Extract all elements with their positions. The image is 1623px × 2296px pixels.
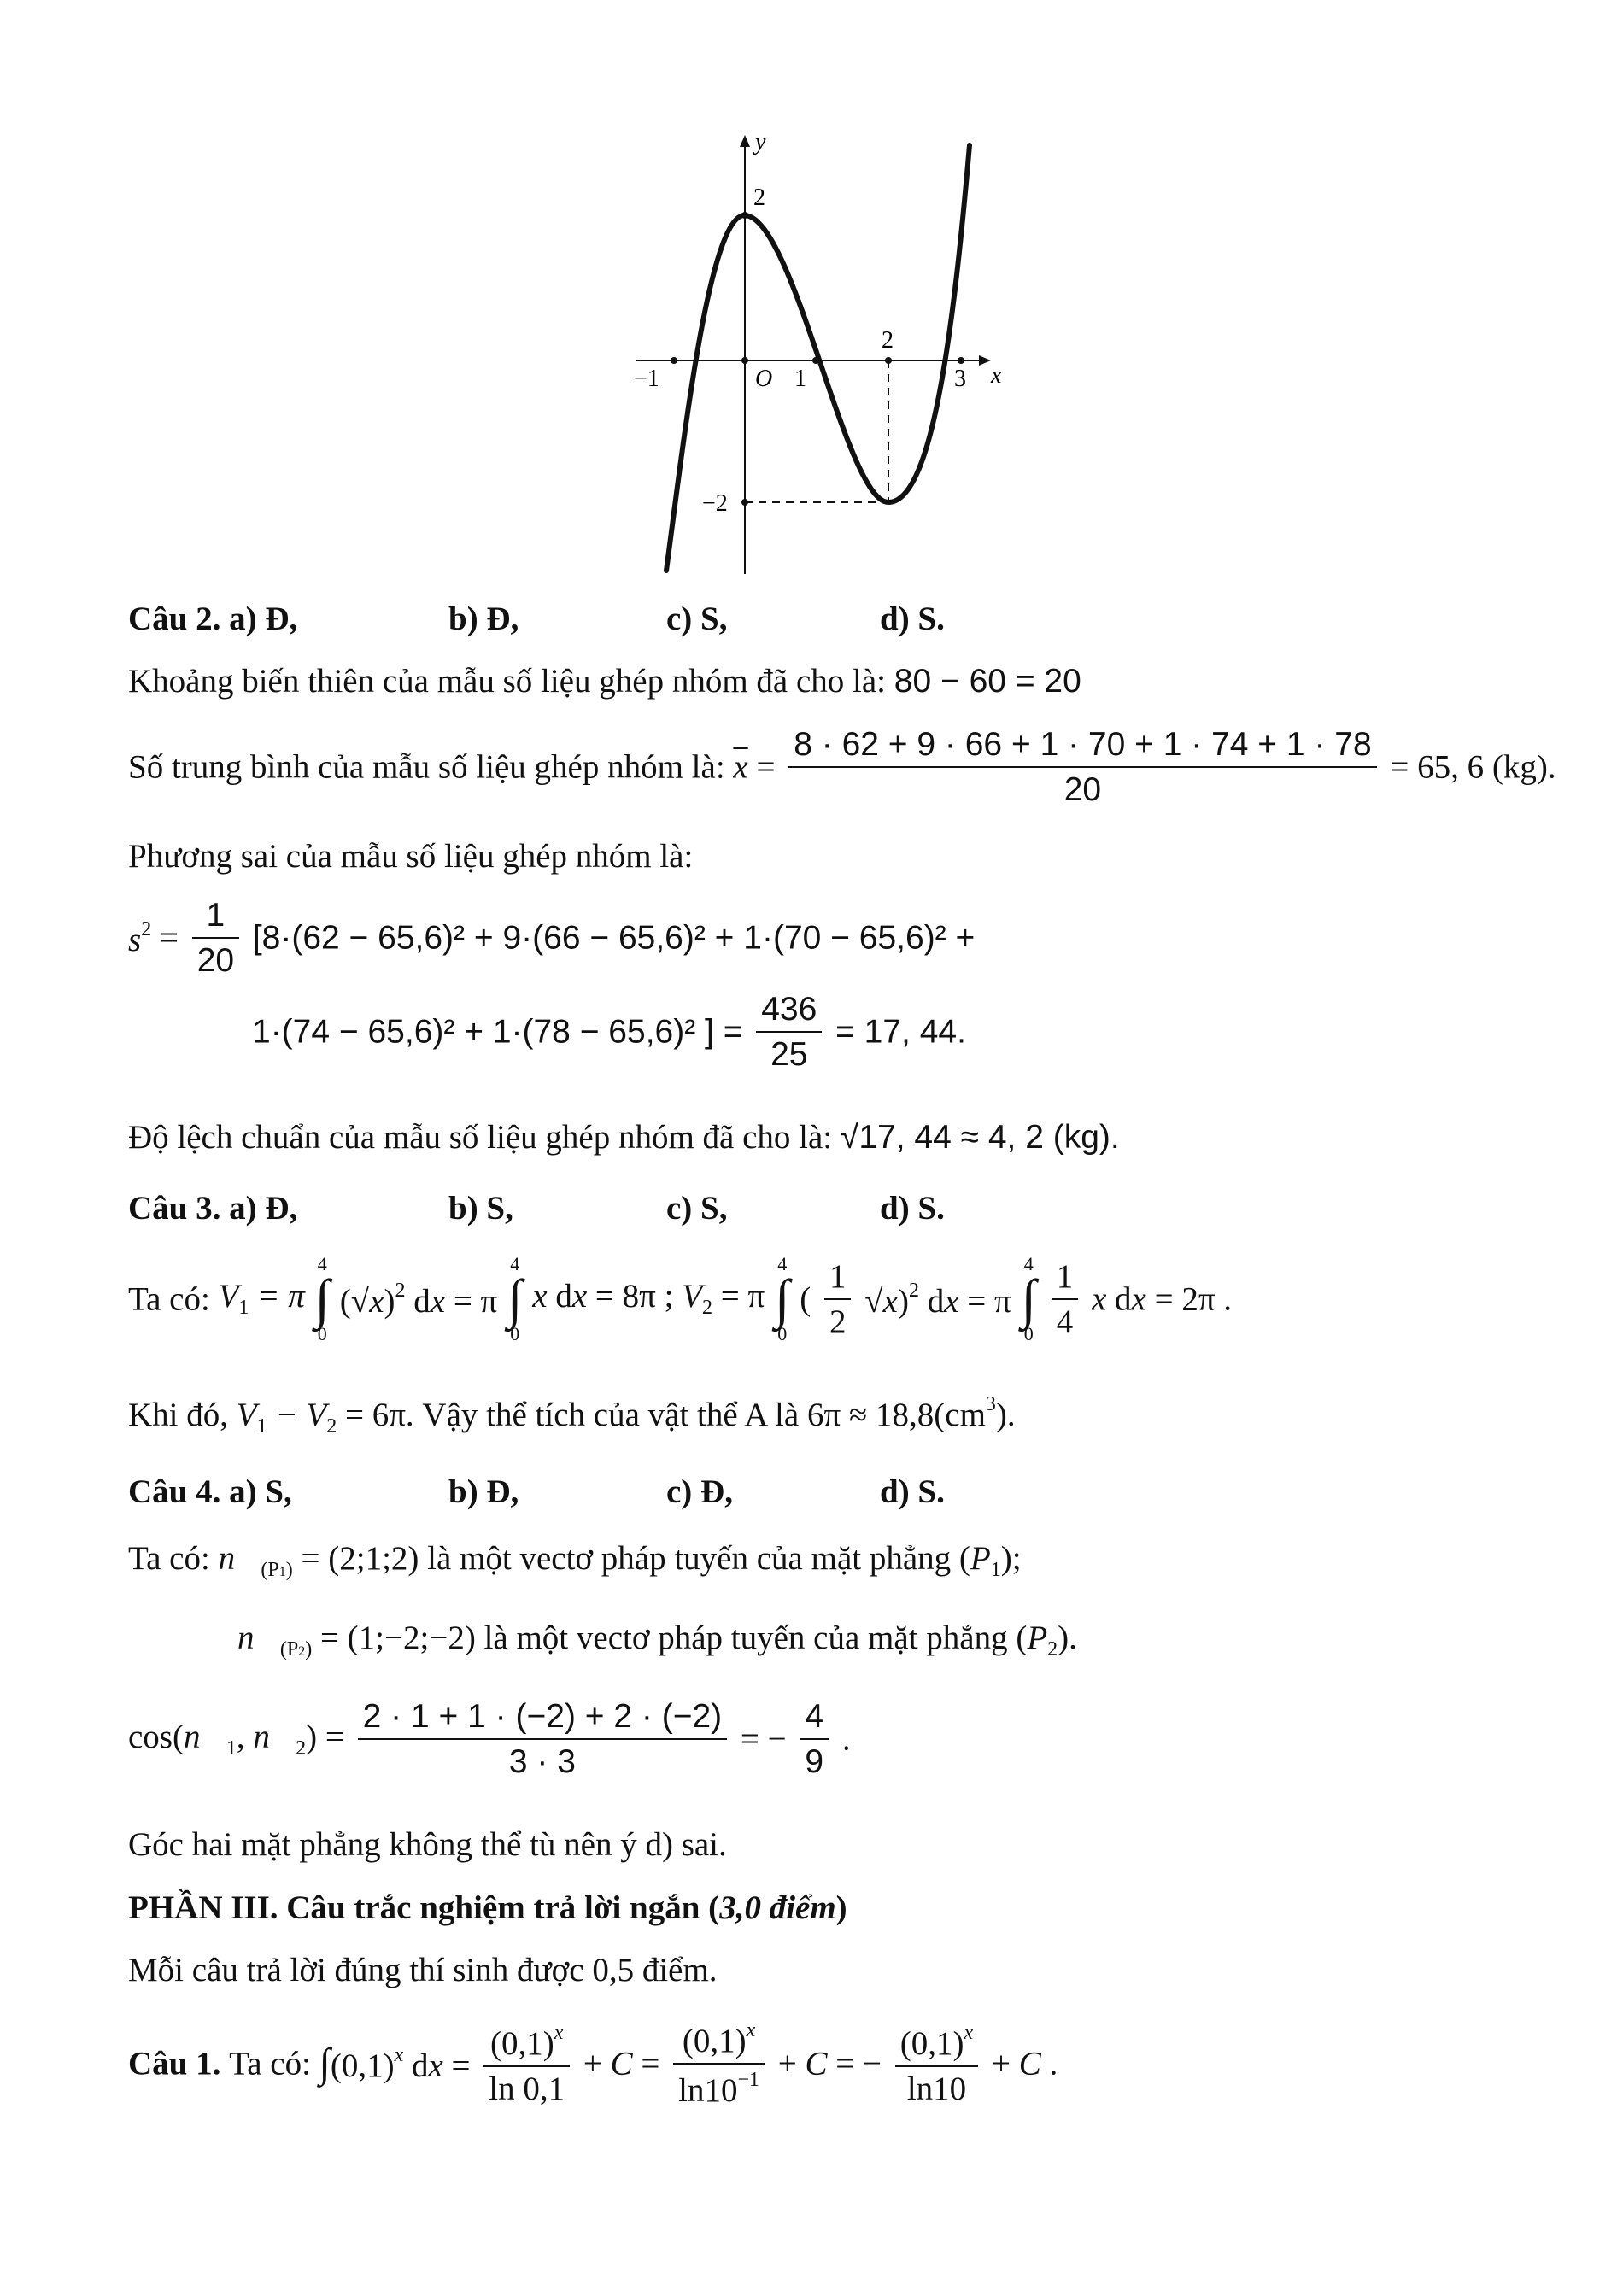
q4-n2-line	[237, 1621, 1077, 1660]
q3-expr-2: x dx = 8π ; $V_2 = \pi$	[532, 1278, 765, 1320]
q3-expr-4: √x)$^2$ dx = π	[864, 1279, 1011, 1320]
q4-cos-frac	[358, 1700, 728, 1778]
tick-label-3: 3	[954, 366, 966, 392]
q4-cos-num: 2 · 1 + 1 · (−2) + 2 · (−2)	[362, 1698, 723, 1735]
q2-range-text: Khoảng biến thiên của mẫu số liệu ghép nhóm đã cho là:	[128, 663, 887, 700]
q2-mean-den: 20	[788, 766, 1376, 806]
q2-range-expr: 80 − 60 = 20	[894, 663, 1081, 700]
point-origin	[741, 357, 748, 364]
q3-integral-4: 4 ∫ 0	[1021, 1253, 1036, 1344]
part3-title-end: )	[835, 1889, 847, 1926]
q3-expr-5: x dx = 2π .	[1091, 1280, 1233, 1318]
q3-integral-1: 4 ∫ 0	[314, 1253, 331, 1344]
tick-label-neg1: −1	[634, 366, 659, 392]
q2-answer-b: b) Đ,	[448, 600, 519, 637]
q3-quarter-frac: $\frac{1}{4}$	[1052, 1260, 1079, 1338]
q2-answer-d: d) S.	[880, 600, 945, 637]
q2-var-line1	[128, 899, 975, 977]
q2-head: Câu 2. a) Đ,	[128, 600, 298, 637]
q4-answer-c: c) Đ,	[666, 1473, 733, 1510]
q2-var-frac-num: 1	[206, 897, 226, 934]
q2-sd-line	[128, 1121, 1120, 1154]
q3-volume-line	[128, 1254, 1232, 1344]
q4-n2-vector: $n⃗_{(P2)}$ = (1;−2;−2)	[237, 1620, 476, 1660]
y-axis-arrow	[740, 135, 750, 147]
q2-var-line2	[252, 993, 966, 1071]
q1-head: Câu 1.	[128, 2045, 221, 2082]
q1-frac-3: $\frac{(0,1)^x}{\ln 10}$	[895, 2023, 978, 2106]
tick-label-1: 1	[794, 366, 806, 392]
q1-plus-c-1: + C =	[583, 2045, 660, 2082]
q2-var-eq: =	[159, 919, 179, 957]
q4-p1: $(P_1)$;	[958, 1540, 1022, 1581]
q4-cos-res-den: 9	[800, 1738, 829, 1778]
q4-cos-lhs: $\cos(n⃗_1$, $n⃗_2$) =	[128, 1718, 344, 1760]
q2-var-result-num: 436	[761, 991, 817, 1028]
q4-n1-line	[128, 1542, 1022, 1580]
q1-taco: Ta có:	[229, 2045, 311, 2082]
q2-mean-text: Số trung bình của mẫu số liệu ghép nhóm là:	[128, 748, 725, 786]
q2-s-squared: $s^2$	[128, 918, 152, 958]
q2-var-line2-expr: 1·(74 − 65,6)² + 1·(78 − 65,6)² ] =	[252, 1013, 743, 1051]
q2-answer-c: c) S,	[666, 600, 728, 637]
y-axis-label: y	[755, 129, 766, 155]
q3-volume-result: $6\pi \approx 18,8(cm^3)$.	[806, 1393, 1016, 1433]
q4-cos-line	[128, 1700, 851, 1778]
point-x-2	[885, 357, 892, 364]
q2-var-result-den: 25	[756, 1031, 822, 1071]
q2-var-result: = 17, 44.	[835, 1013, 966, 1051]
ytick-label-2: 2	[753, 184, 765, 211]
point-x-3	[958, 357, 964, 364]
q1-plus-c-2: + C = −	[777, 2045, 882, 2082]
q4-cos-den: 3 · 3	[358, 1738, 728, 1778]
q3-khido: Khi đó,	[128, 1397, 228, 1433]
q2-var-frac	[192, 899, 239, 977]
q4-taco: Ta có:	[128, 1540, 210, 1577]
q3-conclusion-line	[128, 1394, 1016, 1437]
q1-line	[128, 2020, 1058, 2107]
part3-title-em: 3,0 điểm	[719, 1889, 836, 1926]
q3-expr-1: $(√x)^2$ dx = π	[339, 1279, 498, 1320]
q3-half-frac: $\frac{1}{2}$	[824, 1260, 852, 1338]
part3-title-main: PHẦN III. Câu trắc nghiệm trả lời ngắn (	[128, 1889, 720, 1926]
q3-v1: $V_1 = \pi$	[218, 1278, 305, 1320]
point-y-2	[741, 212, 748, 219]
q2-mean-line	[128, 728, 1556, 806]
cubic-graph-figure	[0, 0, 1623, 598]
q4-answer-d: d) S.	[880, 1473, 945, 1510]
q4-p2: $(P_2)$.	[1016, 1620, 1077, 1660]
tick-label-2-top: 2	[882, 327, 894, 354]
q1-plus-c-3: + C .	[991, 2045, 1058, 2082]
q3-answer-b: b) S,	[448, 1190, 513, 1227]
q2-equals: =	[756, 748, 776, 786]
part3-note: Mỗi câu trả lời đúng thí sinh được 0,5 điểm.	[128, 1952, 718, 1988]
q1-frac-2: $\frac{(0,1)^x}{\ln 10^{-1}}$	[673, 2020, 765, 2107]
q4-angle-text: Góc hai mặt phẳng không thể tù nên ý d) sai.	[128, 1826, 727, 1863]
q2-var-line1-expr: [8·(62 − 65,6)² + 9·(66 − 65,6)² + 1·(70 − 65,6)² +	[252, 919, 976, 957]
q3-answer-d: d) S.	[880, 1190, 945, 1227]
q3-head: Câu 3. a) Đ,	[128, 1190, 298, 1227]
ytick-label-neg2: −2	[702, 490, 728, 517]
point-x-1	[812, 357, 819, 364]
q3-integral-3: 4 ∫ 0	[774, 1253, 790, 1344]
point-x-neg1	[671, 357, 677, 364]
q4-cos-result-frac	[800, 1700, 829, 1778]
part3-title	[128, 1891, 847, 1924]
q4-n2-text: là một vectơ pháp tuyến của mặt phẳng	[483, 1620, 1008, 1656]
q4-answer-b: b) Đ,	[448, 1473, 519, 1510]
origin-label: O	[755, 366, 773, 392]
q4-cos-period: .	[841, 1720, 851, 1758]
q4-cos-eq: = −	[740, 1720, 787, 1758]
q1-frac-1: $\frac{(0,1)^x}{\ln 0,1}$	[483, 2023, 570, 2106]
q4-cos-res-num: 4	[805, 1698, 824, 1735]
q2-mean-fraction	[788, 728, 1376, 806]
part3-note-line	[128, 1953, 718, 1987]
q3-taco: Ta có:	[128, 1280, 210, 1318]
q2-xbar: $\overline{x}$	[733, 748, 748, 786]
q1-integral: $\int(0,1)^x$ dx =	[319, 2041, 471, 2086]
q2-var-text: Phương sai của mẫu số liệu ghép nhóm là:	[128, 838, 694, 875]
q2-var-result-frac	[756, 993, 822, 1071]
q3-conclusion-text: . Vậy thể tích của vật thể A là	[405, 1397, 800, 1433]
q3-integral-2: 4 ∫ 0	[507, 1253, 523, 1344]
x-axis-label: x	[991, 362, 1002, 389]
x-axis-arrow	[979, 355, 991, 366]
q4-n1-text: là một vectơ pháp tuyến của mặt phẳng	[427, 1540, 952, 1577]
q3-expr-3: (	[800, 1280, 812, 1318]
point-y-neg2	[741, 499, 748, 506]
q2-sd-expr: √17, 44 ≈ 4, 2 (kg).	[840, 1119, 1120, 1156]
q2-range-line	[128, 665, 1081, 698]
q4-n1-vector: $n⃗_{(P1)}$ = (2;1;2)	[218, 1540, 419, 1581]
q4-angle-line	[128, 1828, 727, 1861]
q2-mean-num: 8 · 62 + 9 · 66 + 1 · 70 + 1 · 74 + 1 · 78	[794, 726, 1372, 763]
q4-head: Câu 4. a) S,	[128, 1473, 292, 1510]
q3-answer-c: c) S,	[666, 1190, 728, 1227]
q2-var-intro	[128, 840, 693, 873]
q2-mean-result: = 65, 6 (kg).	[1390, 748, 1556, 786]
q2-sd-text: Độ lệch chuẩn của mẫu số liệu ghép nhóm đã cho là:	[128, 1119, 833, 1156]
q2-var-frac-den: 20	[192, 937, 239, 977]
q3-diff-expr: $V_1 - V_2 = 6\pi$	[236, 1397, 406, 1438]
